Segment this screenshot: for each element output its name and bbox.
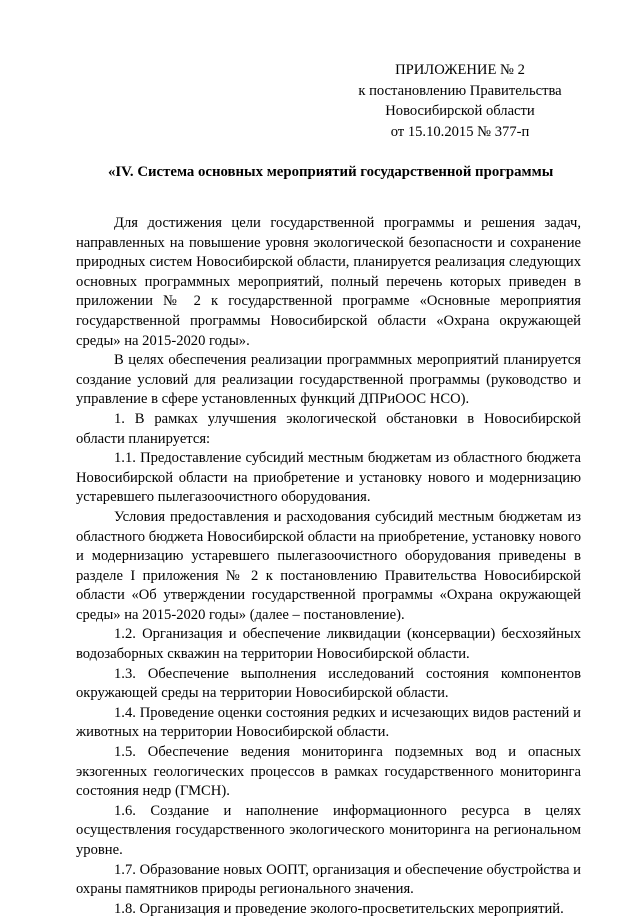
- paragraph: 1. В рамках улучшения экологической обстановки в Новосибирской области планируется:: [76, 410, 581, 447]
- document-body: [76, 214, 581, 919]
- paragraph: 1.5. Обеспечение ведения мониторинга подземных вод и опасных экзогенных геологических процессов в рамках государственного мониторинга состояния недр (ГМСН).: [76, 744, 581, 800]
- paragraph: 1.4. Проведение оценки состояния редких и исчезающих видов растений и животных на территории Новосибирской области.: [76, 704, 581, 741]
- appendix-header: [340, 60, 580, 142]
- appendix-date-line: от 15.10.2015 № 377-п: [390, 123, 530, 140]
- paragraph: В целях обеспечения реализации программных мероприятий планируется создание условий для реализации государственной программы (руководство и управление в сфере установленных функций ДПРиООС НСО).: [76, 352, 581, 408]
- section-title: «IV. Система основных мероприятий государственной программы: [108, 164, 554, 180]
- paragraph: 1.3. Обеспечение выполнения исследований состояния компонентов окружающей среды на территории Новосибирской области.: [76, 665, 581, 702]
- paragraph: Условия предоставления и расходования субсидий местным бюджетам из областного бюджета Новосибирской области на приобретение, установку нового и модернизацию устаревшего пылегазоочистного оборудования приведены в разделе I приложения № 2 к постановлению Правительства Новосибирской области «Об утверждении государственной программы «Охрана окружающей среды» на 2015-2020 годы» (далее – постановление).: [76, 508, 581, 623]
- appendix-region-line: Новосибирской области: [385, 103, 535, 119]
- paragraph: 1.8. Организация и проведение эколого-просветительских мероприятий.: [114, 900, 564, 917]
- appendix-ref-line: к постановлению Правительства: [358, 82, 562, 99]
- paragraph: 1.2. Организация и обеспечение ликвидации (консервации) бесхозяйных водозаборных скважин на территории Новосибирской области.: [76, 626, 581, 663]
- appendix-number: ПРИЛОЖЕНИЕ № 2: [395, 62, 525, 78]
- paragraph: 1.7. Образование новых ООПТ, организация и обеспечение обустройства и охраны памятников природы регионального значения.: [76, 861, 581, 898]
- paragraph: 1.6. Создание и наполнение информационного ресурса в целях осуществления государственного экологического мониторинга на региональном уровне.: [76, 802, 581, 858]
- paragraph: Для достижения цели государственной программы и решения задач, направленных на повышение уровня экологической безопасности и сохранение природных систем Новосибирской области, планируется реализация следующих основных программных мероприятий, полный перечень которых приведен в приложении № 2 к государственной программе «Основные мероприятия государственной программы Новосибирской области «Охрана окружающей среды» на 2015-2020 годы».: [76, 215, 581, 349]
- paragraph: 1.1. Предоставление субсидий местным бюджетам из областного бюджета Новосибирской области на приобретение и установку нового и модернизацию устаревшего пылегазоочистного оборудования.: [76, 450, 581, 506]
